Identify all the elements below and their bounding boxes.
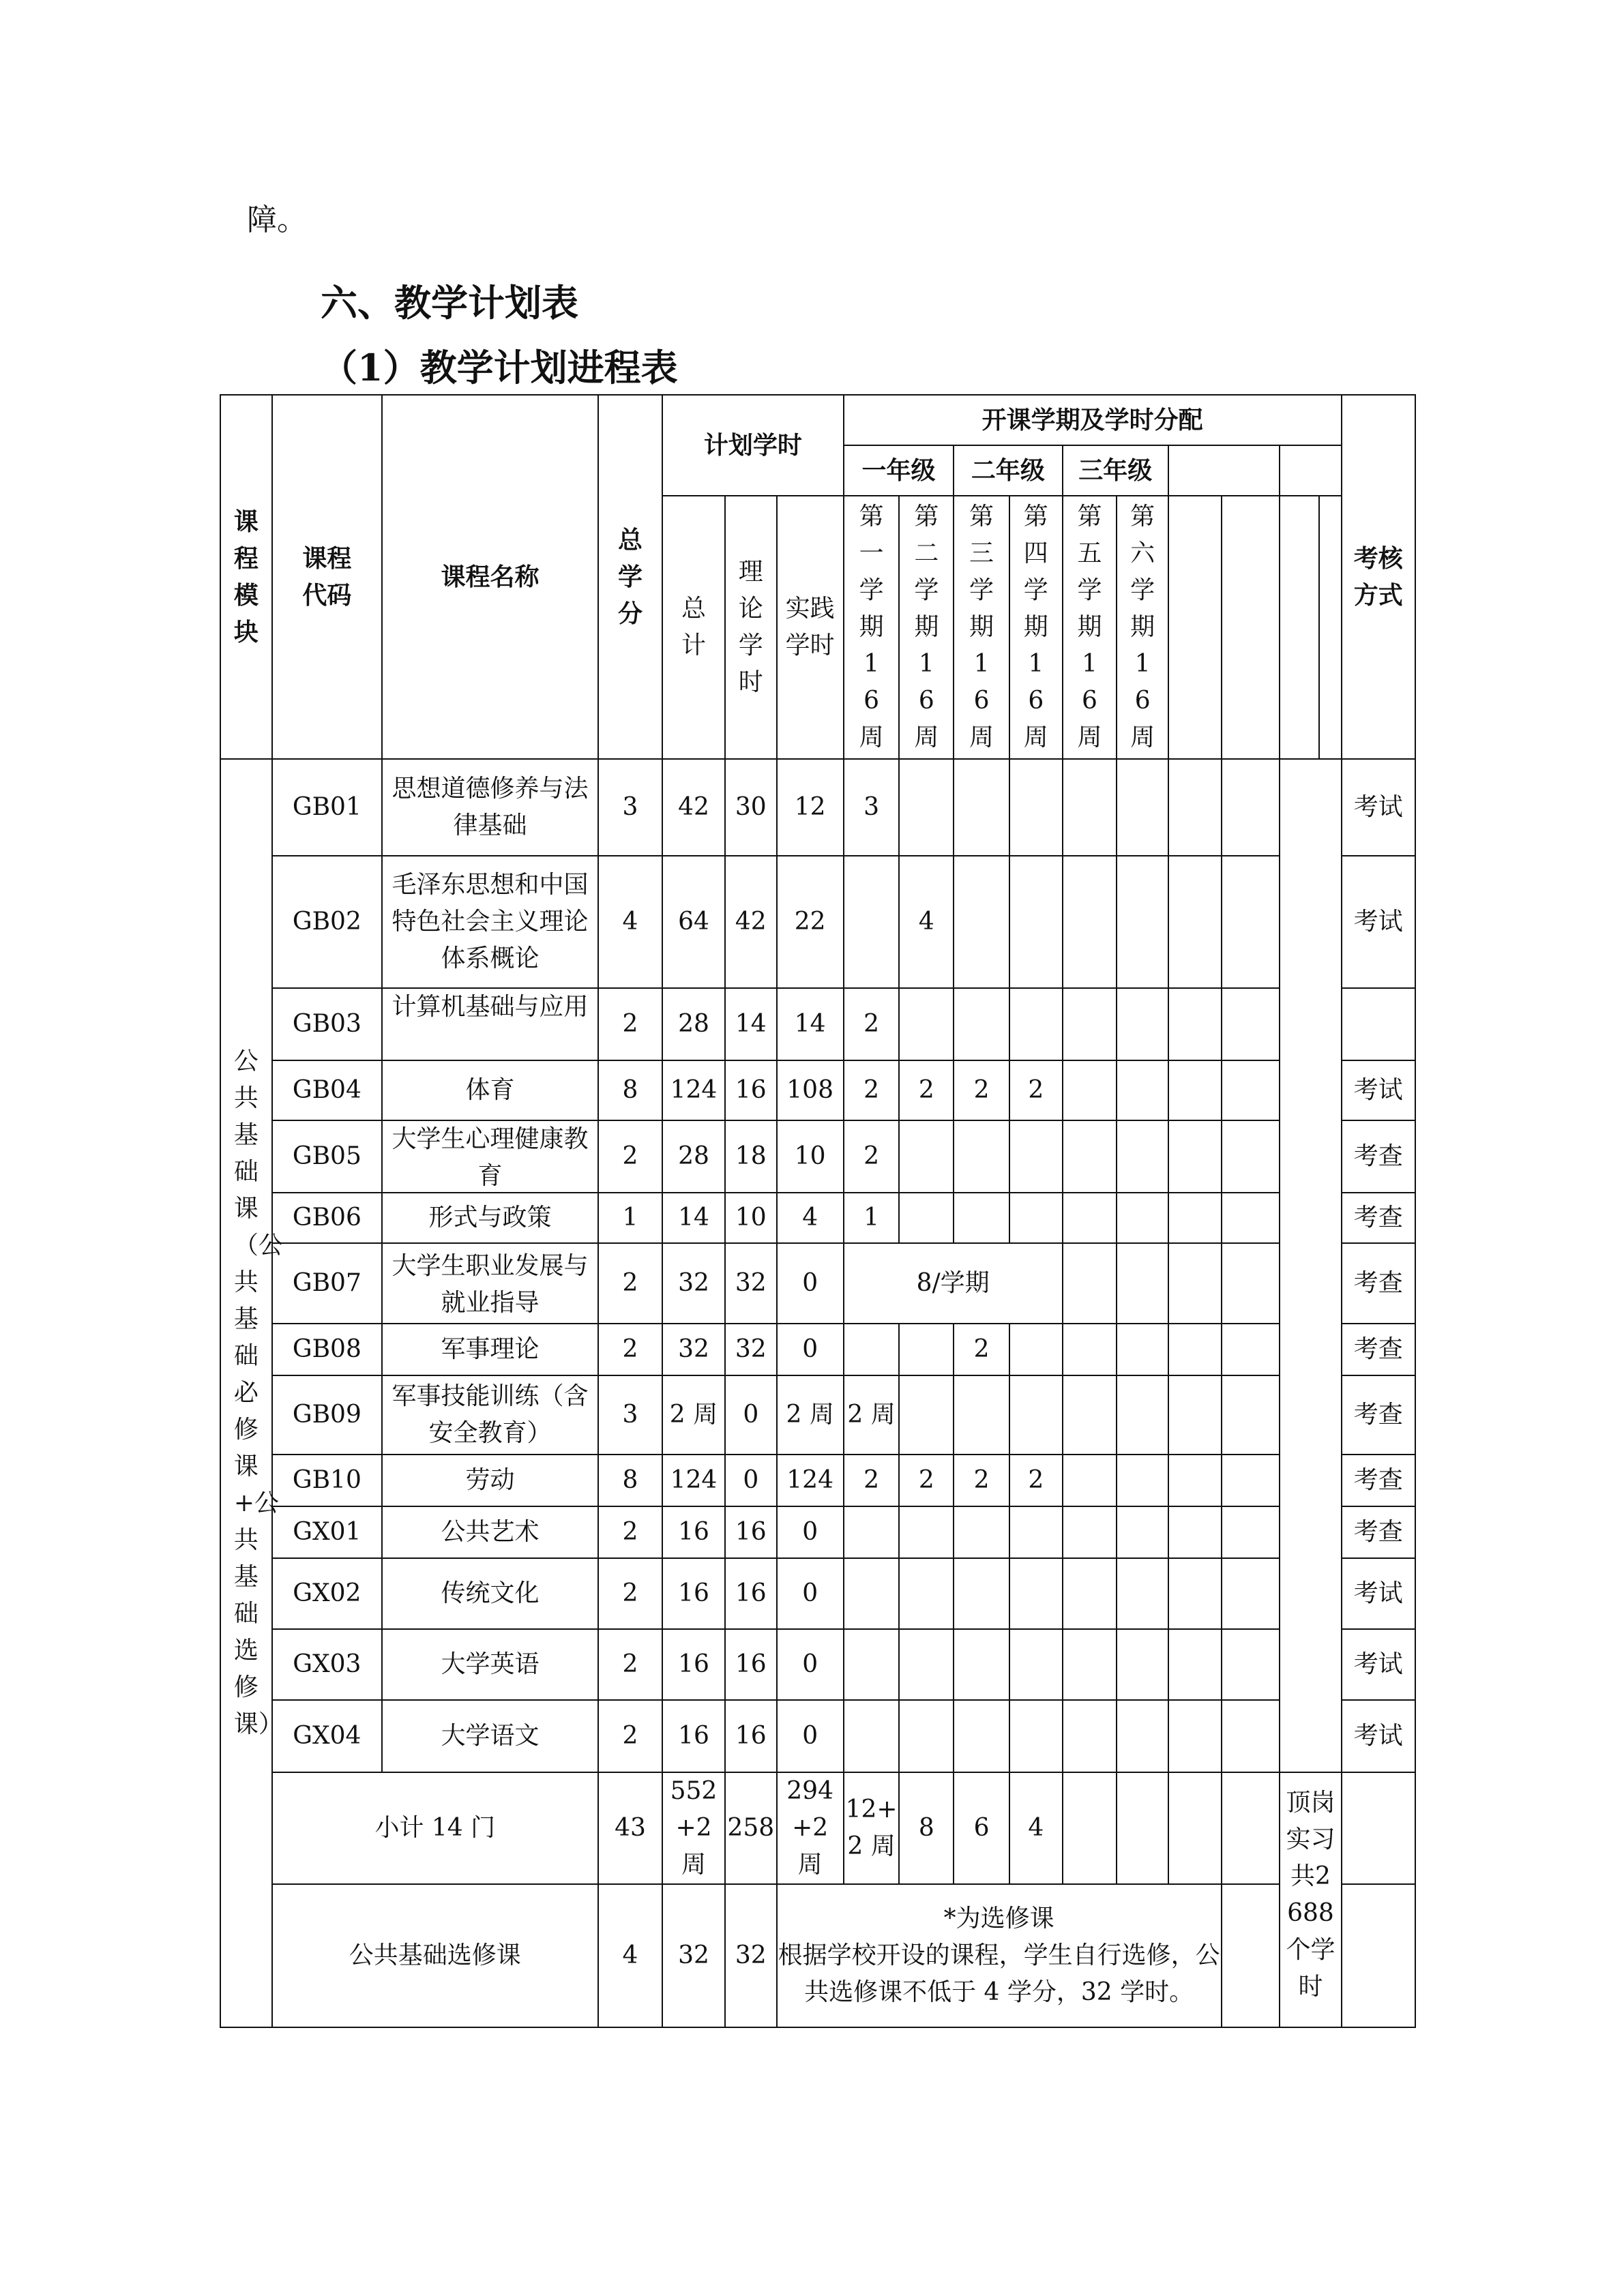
assessment-cell: 考查 bbox=[1342, 1243, 1416, 1324]
practice-hours-cell: 14 bbox=[777, 988, 844, 1060]
total-hours-cell: 16 bbox=[662, 1700, 725, 1772]
course-code: GB10 bbox=[272, 1455, 382, 1506]
total-hours-cell: 28 bbox=[662, 1120, 725, 1193]
sem5-cell bbox=[1063, 1506, 1117, 1558]
course-code: GB03 bbox=[272, 988, 382, 1060]
sem6-cell bbox=[1117, 1506, 1168, 1558]
course-code: GB08 bbox=[272, 1324, 382, 1375]
practice-hours-cell: 0 bbox=[777, 1324, 844, 1375]
course-code: GX03 bbox=[272, 1629, 382, 1700]
practice-hours-cell: 124 bbox=[777, 1455, 844, 1506]
table-row bbox=[220, 1120, 1415, 1193]
extra-cell bbox=[1222, 1700, 1280, 1772]
extra-cell bbox=[1222, 1120, 1280, 1193]
extra-cell bbox=[1168, 1193, 1222, 1243]
theory-hours-cell: 16 bbox=[725, 1629, 777, 1700]
sem2-cell bbox=[899, 1629, 954, 1700]
total-hours-cell: 28 bbox=[662, 988, 725, 1060]
sem2-cell bbox=[899, 1375, 954, 1455]
internship-gap-cell bbox=[1280, 759, 1341, 1772]
practice-hours-cell: 4 bbox=[777, 1193, 844, 1243]
sem6-cell bbox=[1117, 1193, 1168, 1243]
extra-cell bbox=[1168, 1324, 1222, 1375]
subtotal-total-hours: 552+2 周 bbox=[662, 1772, 725, 1884]
sem6-cell bbox=[1117, 1324, 1168, 1375]
total-hours-cell: 16 bbox=[662, 1506, 725, 1558]
practice-header: 实践学时 bbox=[777, 496, 844, 759]
practice-hours-cell: 0 bbox=[777, 1700, 844, 1772]
table-row bbox=[220, 1193, 1415, 1243]
credits-cell: 2 bbox=[598, 988, 662, 1060]
extra-cell bbox=[1222, 1884, 1280, 2027]
theory-hours-cell: 10 bbox=[725, 1193, 777, 1243]
blank-sub-4 bbox=[1319, 496, 1342, 759]
elective-credits: 4 bbox=[598, 1884, 662, 2027]
sem4-cell bbox=[1009, 988, 1063, 1060]
sem4-cell bbox=[1009, 1700, 1063, 1772]
sem3-cell bbox=[954, 1629, 1009, 1700]
code-header: 课程代码 bbox=[272, 395, 382, 759]
theory-hours-cell: 14 bbox=[725, 988, 777, 1060]
sem5-cell bbox=[1063, 1558, 1117, 1629]
sem5-cell bbox=[1063, 1772, 1117, 1884]
assessment-cell: 考查 bbox=[1342, 1375, 1416, 1455]
elective-theory-hours: 32 bbox=[725, 1884, 777, 2027]
elective-note-title: *为选修课 bbox=[943, 1905, 1054, 1933]
sem3-cell bbox=[954, 856, 1009, 988]
semester-distribution-header: 开课学期及学时分配 bbox=[844, 395, 1342, 445]
subtotal-row bbox=[220, 1772, 1415, 1884]
preceding-text-tail: 障。 bbox=[247, 203, 307, 237]
sem2-cell: 2 bbox=[899, 1060, 954, 1120]
credits-cell: 2 bbox=[598, 1120, 662, 1193]
table-row bbox=[220, 1629, 1415, 1700]
extra-cell bbox=[1222, 1629, 1280, 1700]
extra-cell bbox=[1222, 856, 1280, 988]
sem1-cell: 2 bbox=[844, 1455, 900, 1506]
assessment-cell bbox=[1342, 1772, 1416, 1884]
extra-cell bbox=[1222, 1558, 1280, 1629]
table-row bbox=[220, 1700, 1415, 1772]
sem5-cell bbox=[1063, 759, 1117, 856]
practice-hours-cell: 10 bbox=[777, 1120, 844, 1193]
sem6-cell bbox=[1117, 1558, 1168, 1629]
table-row bbox=[220, 1558, 1415, 1629]
sem3-header: 第三学期16周 bbox=[954, 496, 1009, 759]
theory-header: 理论学时 bbox=[725, 496, 777, 759]
practice-hours-cell: 12 bbox=[777, 759, 844, 856]
sem1-cell: 2 周 bbox=[844, 1375, 900, 1455]
sem5-cell bbox=[1063, 988, 1117, 1060]
sem5-cell bbox=[1063, 1455, 1117, 1506]
table-row bbox=[220, 1060, 1415, 1120]
total-hours-cell: 32 bbox=[662, 1243, 725, 1324]
merged-semester-cell: 8/学期 bbox=[844, 1243, 1063, 1324]
sem6-cell bbox=[1117, 1120, 1168, 1193]
sem3-cell bbox=[954, 1558, 1009, 1629]
sem5-cell bbox=[1063, 1193, 1117, 1243]
extra-cell bbox=[1222, 1375, 1280, 1455]
assessment-cell: 考查 bbox=[1342, 1506, 1416, 1558]
subtotal-credits: 43 bbox=[598, 1772, 662, 1884]
course-code: GX01 bbox=[272, 1506, 382, 1558]
sem1-cell: 2 bbox=[844, 988, 900, 1060]
extra-cell bbox=[1168, 1455, 1222, 1506]
course-code: GB06 bbox=[272, 1193, 382, 1243]
sem1-header: 第一学期16周 bbox=[844, 496, 900, 759]
theory-hours-cell: 0 bbox=[725, 1375, 777, 1455]
course-name: 毛泽东思想和中国特色社会主义理论体系概论 bbox=[382, 856, 598, 988]
table-row bbox=[220, 1324, 1415, 1375]
section-heading: 六、教学计划表 bbox=[321, 281, 578, 325]
sem1-cell bbox=[844, 1506, 900, 1558]
assessment-cell: 考试 bbox=[1342, 1700, 1416, 1772]
extra-cell bbox=[1222, 1506, 1280, 1558]
course-code: GX02 bbox=[272, 1558, 382, 1629]
table-row bbox=[220, 856, 1415, 988]
sem3-cell bbox=[954, 1120, 1009, 1193]
practice-hours-cell: 108 bbox=[777, 1060, 844, 1120]
sem2-cell bbox=[899, 988, 954, 1060]
elective-note bbox=[777, 1884, 1222, 2027]
blank-header-b bbox=[1280, 445, 1341, 496]
sem5-cell bbox=[1063, 1629, 1117, 1700]
course-code: GB07 bbox=[272, 1243, 382, 1324]
total-header: 总计 bbox=[662, 496, 725, 759]
practice-hours-cell: 2 周 bbox=[777, 1375, 844, 1455]
theory-hours-cell: 16 bbox=[725, 1558, 777, 1629]
extra-cell bbox=[1222, 1772, 1280, 1884]
sem6-cell bbox=[1117, 988, 1168, 1060]
assessment-cell bbox=[1342, 988, 1416, 1060]
name-header: 课程名称 bbox=[382, 395, 598, 759]
sem1-cell: 3 bbox=[844, 759, 900, 856]
sem6-cell bbox=[1117, 1243, 1168, 1324]
practice-hours-cell: 0 bbox=[777, 1506, 844, 1558]
subsection-heading: （1）教学计划进程表 bbox=[321, 346, 678, 389]
sem6-cell bbox=[1117, 1700, 1168, 1772]
assessment-cell: 考试 bbox=[1342, 1558, 1416, 1629]
sem2-cell bbox=[899, 759, 954, 856]
sem5-cell bbox=[1063, 1700, 1117, 1772]
extra-cell bbox=[1222, 1455, 1280, 1506]
assessment-cell: 考试 bbox=[1342, 856, 1416, 988]
sem3-cell bbox=[954, 1506, 1009, 1558]
extra-cell bbox=[1168, 1772, 1222, 1884]
subtotal-label: 小计 14 门 bbox=[272, 1772, 598, 1884]
table-row bbox=[220, 1375, 1415, 1455]
subtotal-sem2: 8 bbox=[899, 1772, 954, 1884]
course-name: 体育 bbox=[382, 1060, 598, 1120]
sem2-cell bbox=[899, 1120, 954, 1193]
credits-cell: 2 bbox=[598, 1506, 662, 1558]
blank-sub-3 bbox=[1280, 496, 1318, 759]
extra-cell bbox=[1222, 1324, 1280, 1375]
total-hours-cell: 2 周 bbox=[662, 1375, 725, 1455]
blank-sub-1 bbox=[1168, 496, 1222, 759]
practice-hours-cell: 0 bbox=[777, 1558, 844, 1629]
subtotal-theory-hours: 258 bbox=[725, 1772, 777, 1884]
extra-cell bbox=[1222, 988, 1280, 1060]
theory-hours-cell: 18 bbox=[725, 1120, 777, 1193]
extra-cell bbox=[1168, 759, 1222, 856]
course-code: GB02 bbox=[272, 856, 382, 988]
elective-label: 公共基础选修课 bbox=[272, 1884, 598, 2027]
theory-hours-cell: 16 bbox=[725, 1060, 777, 1120]
total-hours-cell: 16 bbox=[662, 1629, 725, 1700]
sem4-cell bbox=[1009, 759, 1063, 856]
sem1-cell: 2 bbox=[844, 1060, 900, 1120]
theory-hours-cell: 0 bbox=[725, 1455, 777, 1506]
sem1-cell bbox=[844, 1700, 900, 1772]
sem4-cell bbox=[1009, 1506, 1063, 1558]
sem5-cell bbox=[1063, 1243, 1117, 1324]
sem1-cell bbox=[844, 1629, 900, 1700]
course-name: 思想道德修养与法律基础 bbox=[382, 759, 598, 856]
extra-cell bbox=[1168, 1629, 1222, 1700]
subtotal-sem3: 6 bbox=[954, 1772, 1009, 1884]
sem5-cell bbox=[1063, 856, 1117, 988]
elective-row bbox=[220, 1884, 1415, 2027]
total-hours-cell: 14 bbox=[662, 1193, 725, 1243]
course-code: GB09 bbox=[272, 1375, 382, 1455]
sem3-cell bbox=[954, 759, 1009, 856]
sem4-cell bbox=[1009, 1558, 1063, 1629]
sem2-cell bbox=[899, 1558, 954, 1629]
extra-cell bbox=[1222, 1243, 1280, 1324]
sem3-cell bbox=[954, 988, 1009, 1060]
credits-cell: 2 bbox=[598, 1243, 662, 1324]
assessment-cell: 考查 bbox=[1342, 1193, 1416, 1243]
course-name: 大学生心理健康教育 bbox=[382, 1120, 598, 1193]
sem5-header: 第五学期16周 bbox=[1063, 496, 1117, 759]
credits-cell: 2 bbox=[598, 1700, 662, 1772]
total-hours-cell: 64 bbox=[662, 856, 725, 988]
header-row-1 bbox=[220, 395, 1415, 445]
credits-cell: 4 bbox=[598, 856, 662, 988]
practice-hours-cell: 22 bbox=[777, 856, 844, 988]
sem2-header: 第二学期16周 bbox=[899, 496, 954, 759]
assessment-cell: 考试 bbox=[1342, 759, 1416, 856]
extra-cell bbox=[1168, 1700, 1222, 1772]
credits-cell: 3 bbox=[598, 759, 662, 856]
sem6-cell bbox=[1117, 1772, 1168, 1884]
course-name: 军事技能训练（含安全教育） bbox=[382, 1375, 598, 1455]
course-code: GX04 bbox=[272, 1700, 382, 1772]
subtotal-sem1: 12+2 周 bbox=[844, 1772, 900, 1884]
sem6-cell bbox=[1117, 1375, 1168, 1455]
credits-cell: 2 bbox=[598, 1629, 662, 1700]
total-hours-cell: 16 bbox=[662, 1558, 725, 1629]
sem3-cell bbox=[954, 1375, 1009, 1455]
sem4-cell bbox=[1009, 856, 1063, 988]
internship-note: 顶岗实习共2688个学时 bbox=[1280, 1772, 1341, 2027]
extra-cell bbox=[1168, 1120, 1222, 1193]
sem1-cell bbox=[844, 1324, 900, 1375]
credits-cell: 2 bbox=[598, 1558, 662, 1629]
sem6-cell bbox=[1117, 1455, 1168, 1506]
sem3-cell bbox=[954, 1193, 1009, 1243]
sem5-cell bbox=[1063, 1120, 1117, 1193]
total-hours-cell: 124 bbox=[662, 1455, 725, 1506]
table-row bbox=[220, 759, 1415, 856]
sem1-cell bbox=[844, 1558, 900, 1629]
theory-hours-cell: 42 bbox=[725, 856, 777, 988]
sem4-header: 第四学期16周 bbox=[1009, 496, 1063, 759]
extra-cell bbox=[1168, 1375, 1222, 1455]
theory-hours-cell: 16 bbox=[725, 1506, 777, 1558]
assessment-header: 考核方式 bbox=[1342, 395, 1416, 759]
course-name: 传统文化 bbox=[382, 1558, 598, 1629]
extra-cell bbox=[1168, 1243, 1222, 1324]
sem4-cell bbox=[1009, 1193, 1063, 1243]
credits-cell: 8 bbox=[598, 1455, 662, 1506]
course-name: 计算机基础与应用 bbox=[382, 988, 598, 1060]
course-code: GB01 bbox=[272, 759, 382, 856]
sem2-cell bbox=[899, 1324, 954, 1375]
theory-hours-cell: 30 bbox=[725, 759, 777, 856]
credits-cell: 8 bbox=[598, 1060, 662, 1120]
module-header: 课程模块 bbox=[220, 395, 272, 759]
extra-cell bbox=[1222, 1060, 1280, 1120]
sem4-cell bbox=[1009, 1324, 1063, 1375]
sem2-cell bbox=[899, 1193, 954, 1243]
sem6-cell bbox=[1117, 759, 1168, 856]
table-row bbox=[220, 988, 1415, 1060]
sem2-cell: 4 bbox=[899, 856, 954, 988]
table-row bbox=[220, 1455, 1415, 1506]
sem4-cell: 2 bbox=[1009, 1455, 1063, 1506]
sem4-cell bbox=[1009, 1120, 1063, 1193]
sem3-cell: 2 bbox=[954, 1060, 1009, 1120]
extra-cell bbox=[1168, 1506, 1222, 1558]
course-name: 大学语文 bbox=[382, 1700, 598, 1772]
course-name: 大学生职业发展与就业指导 bbox=[382, 1243, 598, 1324]
course-name: 大学英语 bbox=[382, 1629, 598, 1700]
theory-hours-cell: 32 bbox=[725, 1324, 777, 1375]
credits-header: 总学分 bbox=[598, 395, 662, 759]
sem2-cell bbox=[899, 1506, 954, 1558]
year1-header: 一年级 bbox=[844, 445, 954, 496]
practice-hours-cell: 0 bbox=[777, 1243, 844, 1324]
sem3-cell: 2 bbox=[954, 1324, 1009, 1375]
sem6-cell bbox=[1117, 1060, 1168, 1120]
practice-hours-cell: 0 bbox=[777, 1629, 844, 1700]
total-hours-cell: 42 bbox=[662, 759, 725, 856]
sem6-cell bbox=[1117, 1629, 1168, 1700]
elective-note-body: 根据学校开设的课程，学生自行选修，公共选修课不低于 4 学分，32 学时。 bbox=[778, 1941, 1220, 2006]
extra-cell bbox=[1168, 988, 1222, 1060]
extra-cell bbox=[1168, 1060, 1222, 1120]
blank-sub-2 bbox=[1222, 496, 1280, 759]
sem1-cell bbox=[844, 856, 900, 988]
table-row bbox=[220, 1243, 1415, 1324]
assessment-cell: 考试 bbox=[1342, 1060, 1416, 1120]
year2-header: 二年级 bbox=[954, 445, 1062, 496]
course-name: 形式与政策 bbox=[382, 1193, 598, 1243]
teaching-plan-table bbox=[220, 394, 1416, 2028]
sem1-cell: 1 bbox=[844, 1193, 900, 1243]
sem3-cell: 2 bbox=[954, 1455, 1009, 1506]
elective-total-hours: 32 bbox=[662, 1884, 725, 2027]
course-code: GB04 bbox=[272, 1060, 382, 1120]
sem5-cell bbox=[1063, 1375, 1117, 1455]
extra-cell bbox=[1222, 1193, 1280, 1243]
sem6-header: 第六学期16周 bbox=[1117, 496, 1168, 759]
course-name: 军事理论 bbox=[382, 1324, 598, 1375]
assessment-cell: 考试 bbox=[1342, 1629, 1416, 1700]
blank-header-a bbox=[1168, 445, 1280, 496]
extra-cell bbox=[1168, 856, 1222, 988]
course-name: 劳动 bbox=[382, 1455, 598, 1506]
extra-cell bbox=[1168, 1558, 1222, 1629]
theory-hours-cell: 32 bbox=[725, 1243, 777, 1324]
theory-hours-cell: 16 bbox=[725, 1700, 777, 1772]
assessment-cell: 考查 bbox=[1342, 1455, 1416, 1506]
assessment-cell: 考查 bbox=[1342, 1324, 1416, 1375]
sem2-cell: 2 bbox=[899, 1455, 954, 1506]
plan-hours-header: 计划学时 bbox=[662, 395, 844, 496]
sem6-cell bbox=[1117, 856, 1168, 988]
extra-cell bbox=[1222, 759, 1280, 856]
sem3-cell bbox=[954, 1700, 1009, 1772]
credits-cell: 3 bbox=[598, 1375, 662, 1455]
sem2-cell bbox=[899, 1700, 954, 1772]
assessment-cell: 考查 bbox=[1342, 1120, 1416, 1193]
subtotal-sem4: 4 bbox=[1009, 1772, 1063, 1884]
sem4-cell: 2 bbox=[1009, 1060, 1063, 1120]
course-name: 公共艺术 bbox=[382, 1506, 598, 1558]
total-hours-cell: 124 bbox=[662, 1060, 725, 1120]
table-row bbox=[220, 1506, 1415, 1558]
course-code: GB05 bbox=[272, 1120, 382, 1193]
credits-cell: 1 bbox=[598, 1193, 662, 1243]
total-hours-cell: 32 bbox=[662, 1324, 725, 1375]
sem1-cell: 2 bbox=[844, 1120, 900, 1193]
assessment-cell bbox=[1342, 1884, 1416, 2027]
subtotal-practice-hours: 294+2 周 bbox=[777, 1772, 844, 1884]
sem4-cell bbox=[1009, 1629, 1063, 1700]
credits-cell: 2 bbox=[598, 1324, 662, 1375]
module-cell: 公共基础课（公共基础必修课+公共基础选修课） bbox=[220, 759, 272, 2027]
sem5-cell bbox=[1063, 1324, 1117, 1375]
sem4-cell bbox=[1009, 1375, 1063, 1455]
sem5-cell bbox=[1063, 1060, 1117, 1120]
year3-header: 三年级 bbox=[1063, 445, 1168, 496]
